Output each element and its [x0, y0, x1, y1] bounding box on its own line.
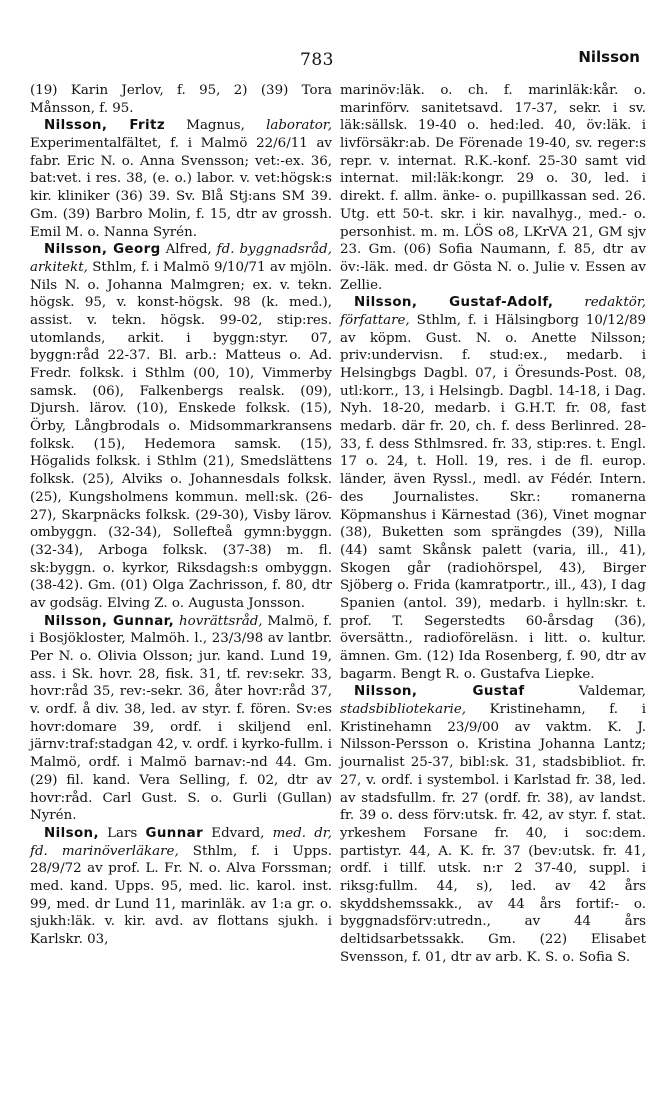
- entry-occupation: fd. byggnadsråd, arkitekt,: [30, 242, 332, 275]
- page-number: 783: [300, 50, 334, 70]
- entry-text: Kristinehamn, f. i Kristinehamn 23/9/00 av vaktm. K. J. Nilsson-Persson o. Kristina Johanna Lantz; journalist 25-37, bibl:sk. 31, stadsbibliot. fr. 27, v. ordf. i systembol. i Karlstad fr. 38, led. av stadsfullm. fr. 27 (ordf. fr. 38), av landst. fr. 39 o. dess förv:utsk. fr. 42, av styr. f. stat. yrkeshem Forsane fr. 40, i soc:dem. partistyr. 44, A. K. fr. 37 (bev:utsk. fr. 41, ordf. i tillf. utsk. n:r 2 37-40, suppl. i riksg:fullm. 44, s), led. av 42 års skyddshemssakk., av 44 års fortif:- o. byggnadsförv:utredn., av 44 års deltidsarbetssakk. Gm. (22) Elisabet Svensson, f. 01, dtr av arb. K. S. o. Sofia S.: [340, 702, 646, 965]
- entry-text: Sthlm, f. i Hälsingborg 10/12/89 av köpm. Gust. N. o. Anette Nilsson; priv:undervisn. f. stud:ex., medarb. i Helsingbgs Dagbl. 07, i Öresunds-Post. 08, utl:korr., 13, i Helsingb. Dagbl. 14-18, i Dag. Nyh. 18-20, medarb. i G.H.T. fr. 08, fast medarb. där fr. 20, ch. f. dess Berlinred. 28-33, f. dess Sthlmsred. fr. 33, stip:res. t. Engl. 17 o. 24, t. Holl. 19, res. i de fl. europ. länder, även Ryssl., medl. av Fédér. Intern. des Journalistes. Skr.: romanerna Köpmanshus i Kärnestad (36), Vinet mognar (38), Buketten som sprängdes (39), Nilla (44) samt Skånsk palett (varia, ill., 41), Skogen går (radiohörspel, 43), Birger Sjöberg o. Frida (kamratportr., ill., 43), I dag Spanien (antol. 39), medarb. i hylln:skr. t. prof. T. Segerstedts 60-årsdag (36), översättn., radioföreläsn. i litt. o. kultur. ämnen. Gm. (12) Ida Rosenberg, f. 90, dtr av bagarm. Bengt R. o. Gustafva Liepke.: [340, 312, 646, 682]
- entry-nilsson-georg: Nilsson, Georg Alfred, fd. byggnadsråd, arkitekt, Sthlm, f. i Malmö 9/10/71 av mjöln. Nils N. o. Johanna Malmgren; ex. v. tekn. högsk. 95, v. konst-högsk. 98 (k. med.), assist. v. tekn. högsk. 99-02, stip:res. utomlands, arkit. i byggn:styr. 07, byggn:råd 22-37. Bl. arb.: Matteus o. Ad. Fredr. folksk. i Sthlm (00, 10), Vimmerby samsk. (06), Falkenbergs realsk. (09), Djursh. lärov. (10), Enskede folksk. (15), Örby, Långbrodals o. Midsommarkransens folksk. (15), Hedemora samsk. (15), Högalids folksk. i Sthlm (21), Smedslättens folksk. (25), Alviks o. Johannesdals folksk. (25), Kungsholmens kommun. mell:sk. (26-27), Skarpnäcks folksk. (29-30), Visby lärov. ombyggn. (32-34), Sollefteå gymn:byggn. (32-34), Arboga folksk. (37-38) m. fl. sk:byggn. o. kyrkor, Riksdagsh:s ombyggn. (38-42). Gm. (01) Olga Zachrisson, f. 80, dtr av godsäg. Elving Z. o. Augusta Jonsson.: [30, 242, 332, 611]
- entry-nilsson-gustaf: Nilsson, Gustaf Valdemar, stadsbibliotekarie, Kristinehamn, f. i Kristinehamn 23/9/00 av vaktm. K. J. Nilsson-Persson o. Kristina Johanna Lantz; journalist 25-37, bibl:sk. 31, stadsbibliot. fr. 27, v. ordf. i systembol. i Karlstad fr. 38, led. av stadsfullm. fr. 27 (ordf. fr. 38), av landst. fr. 39 o. dess förv:utsk. fr. 42, av styr. f. stat. yrkeshem Forsane fr. 40, i soc:dem. partistyr. 44, A. K. fr. 37 (bev:utsk. fr. 41, ordf. i tillf. utsk. n:r 2 37-40, suppl. i riksg:fullm. 44, s), led. av 42 års skyddshemssakk., av 44 års fortif:- o. byggnadsförv:utredn., av 44 års deltidsarbetssakk. Gm. (22) Elisabet Svensson, f. 01, dtr av arb. K. S. o. Sofia S.: [340, 684, 646, 965]
- entry-continuation: marinöv:läk. o. ch. f. marinläk:kår. o. marinförv. sanitetsavd. 17-37, sekr. i sv. läk:sällsk. 19-40 o. hed:led. 40, öv:läk. i livförsäkr:ab. De Förenade 19-40, sv. reger:s repr. v. internat. R.K.-konf. 25-30 samt vid internat. mil:läk:kongr. 29 o. 30, led. i direkt. f. allm. änke- o. pupillkassan sed. 26. Utg. ett 50-t. skr. i kir. navalhyg., med.- o. personhist. m. m. LÖS o8, LKrVA 21, GM sjv 23. Gm. (06) Sofia Naumann, f. 85, dtr av öv:-läk. med. dr Gösta N. o. Julie v. Essen av Zellie.: [340, 83, 646, 293]
- entry-headword: Nilsson, Fritz: [44, 118, 166, 134]
- entry-headword: Nilsson, Gustaf-Adolf,: [354, 295, 554, 311]
- entry-nilsson-fritz: Nilsson, Fritz Magnus, laborator, Experimentalfältet, f. i Malmö 22/6/11 av fabr. Eric N. o. Anna Svensson; vet:-ex. 36, bat:vet. i res. 38, (e. o.) labor. v. vet:högsk:s kir. kliniker (36) 39. Sv. Blå Stj:ans SM 39. Gm. (39) Barbro Molin, f. 15, dtr av grossh. Emil M. o. Nanna Syrén.: [30, 118, 332, 240]
- entry-occupation: med. dr, fd. marinöverläkare,: [30, 825, 332, 859]
- entry-text: Sthlm, f. i Malmö 9/10/71 av mjöln. Nils N. o. Johanna Malmgren; ex. v. tekn. högsk. 95, v. konst-högsk. 98 (k. med.), assist. v. tekn. högsk. 99-02, stip:res. utomlands, arkit. i byggn:styr. 07, byggn:råd 22-37. Bl. arb.: Matteus o. Ad. Fredr. folksk. i Sthlm (00, 10), Vimmerby samsk. (06), Falkenbergs realsk. (09), Djursh. lärov. (10), Enskede folksk. (15), Örby, Långbrodals o. Midsommarkransens folksk. (15), Hedemora samsk. (15), Högalids folksk. i Sthlm (21), Smedslättens folksk. (25), Alviks o. Johannesdals folksk. (25), Kungsholmens kommun. mell:sk. (26-27), Skarpnäcks folksk. (29-30), Visby lärov. ombyggn. (32-34), Sollefteå gymn:byggn. (32-34), Arboga folksk. (37-38) m. fl. sk:byggn. o. kyrkor, Riksdagsh:s ombyggn. (38-42). Gm. (01) Olga Zachrisson, f. 80, dtr av godsäg. Elving Z. o. Augusta Jonsson.: [30, 259, 332, 611]
- entry-occupation: laborator,: [266, 118, 332, 134]
- entry-headword: Nilsson, Gustaf: [354, 684, 525, 700]
- entry-occupation: stadsbibliotekarie,: [340, 702, 467, 718]
- entry-headword: Nilsson, Gunnar,: [44, 613, 175, 629]
- running-head: Nilsson: [578, 48, 640, 66]
- entry-nilsson-gunnar: [30, 613, 332, 825]
- right-column: [340, 82, 646, 966]
- left-column: [30, 82, 332, 949]
- entry-text: Malmö, f. i Bosjökloster, Malmöh. l., 23/3/98 av lantbr. Per N. o. Olivia Olsson; jur. kand. Lund 19, ass. i Sk. hovr. 28, fisk. 31, tf. rev:sekr. 33, hovr:råd 35, rev:-sekr. 36, åter hovr:råd 37, v. ordf. å div. 38, led. av styr. f. fören. Sv:es hovr:domare 39, ordf. i skiljend enl. järnv:traf:stadgan 42, v. ordf. i kyrko-fullm. i Malmö, ordf. i Malmö barnav:-nd 44. Gm. (29) fil. kand. Vera Selling, f. 02, dtr av hovr:råd. Carl Gust. S. o. Gurli (Gullan) Nyrén.: [30, 613, 332, 824]
- entry-headword-secondary: Gunnar: [145, 825, 204, 841]
- entry-text: Sthlm, f. i Upps. 28/9/72 av prof. L. Fr. N. o. Alva Forssman; med. kand. Upps. 95, med. lic. karol. inst. 99, med. dr Lund 11, marinläk. av 1:a gr. o. sjukh:läk. v. kir. avd. av flottans sjukh. i Karlskr. 03,: [30, 843, 332, 947]
- entry-headword: Nilson,: [44, 825, 99, 841]
- entry-occupation: hovrättsråd,: [179, 613, 263, 629]
- entry-text: Experimentalfältet, f. i Malmö 22/6/11 av fabr. Eric N. o. Anna Svensson; vet:-ex. 36, bat:vet. i res. 38, (e. o.) labor. v. vet:högsk:s kir. kliniker (36) 39. Sv. Blå Stj:ans SM 39. Gm. (39) Barbro Molin, f. 15, dtr av grossh. Emil M. o. Nanna Syrén.: [30, 136, 332, 240]
- entry-occupation: redaktör, författare,: [340, 295, 646, 328]
- entry-headword: Nilsson, Georg: [44, 242, 161, 258]
- entry-nilson-gunnar: Nilson, Lars Gunnar Edvard, med. dr, fd. marinöverläkare, Sthlm, f. i Upps. 28/9/72 av prof. L. Fr. N. o. Alva Forssman; med. kand. Upps. 95, med. lic. karol. inst. 99, med. dr Lund 11, marinläk. av 1:a gr. o. sjukh:läk. v. kir. avd. av flottans sjukh. i Karlskr. 03,: [30, 825, 332, 947]
- entry-nilsson-gustaf-adolf: [340, 294, 646, 683]
- entry-continuation: (19) Karin Jerlov, f. 95, 2) (39) Tora Månsson, f. 95.: [30, 83, 332, 116]
